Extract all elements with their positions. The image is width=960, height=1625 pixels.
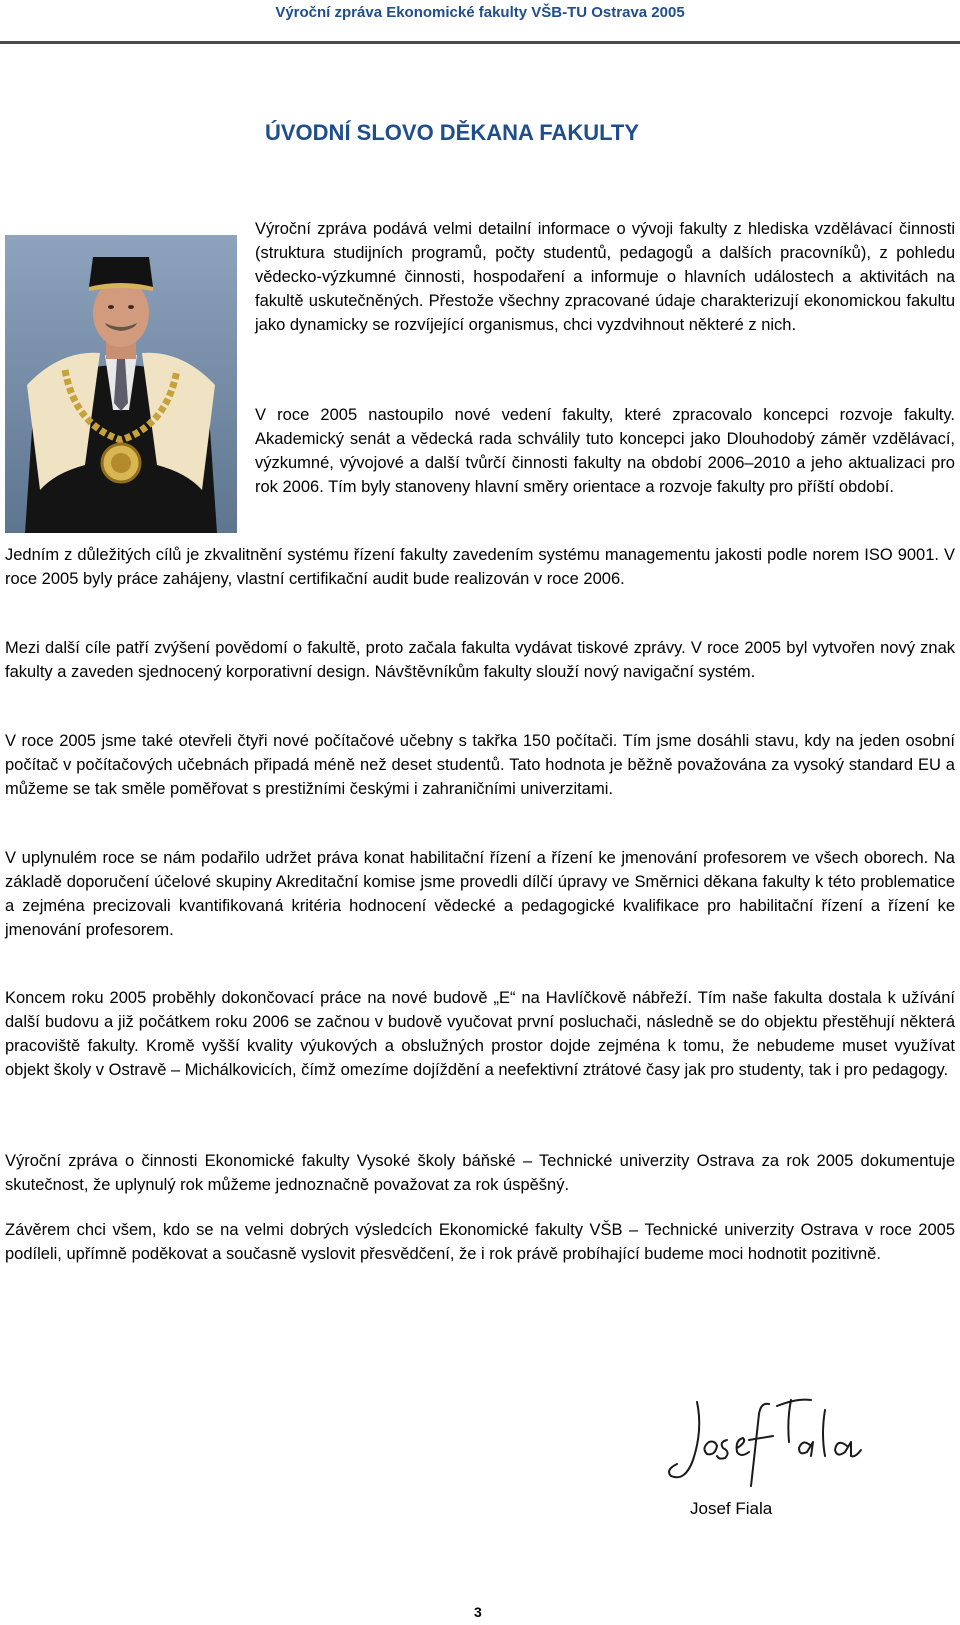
habilitation-paragraph: V uplynulém roce se nám podařilo udržet práva konat habilitační řízení a řízení ke jmenování profesorem ve všech oborech. Na základě doporučení účelové skupiny Akreditační komise jsme provedli dílčí úpravy ve Směrnici děkana fakulty k této problematice a zejména precizovali kvantifikovaná kritéria hodnocení vědecké a pedagogické kvalifikace pro habilitační řízení a řízení ke jmenování profesorem. xyxy=(5,849,955,939)
running-header xyxy=(0,0,960,44)
handwritten-signature xyxy=(665,1390,875,1490)
quality-paragraph: Jedním z důležitých cílů je zkvalitnění systému řízení fakulty zavedením systému managementu jakosti podle norem ISO 9001. V roce 2005 byly práce zahájeny, vlastní certifikační audit bude realizován v roce 2006. xyxy=(5,546,955,588)
header-text: Výroční zpráva Ekonomické fakulty VŠB-TU Ostrava 2005 xyxy=(275,4,685,21)
computer-labs-paragraph: V roce 2005 jsme také otevřeli čtyři nové počítačové učebny s takřka 150 počítači. Tím jsme dosáhli stavu, kdy na jeden osobní počítač v počítačových učebnách připadá méně než deset studentů. Tato hodnota je běžně považována za vysoký standard EU a můžeme se tak směle poměřovat s prestižními českými i zahraničními univerzitami. xyxy=(5,732,955,798)
page-number: 3 xyxy=(474,1604,482,1620)
signer-name: Josef Fiala xyxy=(690,1499,773,1518)
closing-paragraph: Závěrem chci všem, kdo se na velmi dobrých výsledcích Ekonomické fakulty VŠB – Technické univerzity Ostrava v roce 2005 podíleli, upřímně poděkovat a současně vyslovit přesvědčení, že i rok právě probíhající budeme moci hodnotit pozitivně. xyxy=(5,1221,955,1263)
dean-portrait-photo xyxy=(5,235,237,533)
page-title: ÚVODNÍ SLOVO DĚKANA FAKULTY xyxy=(265,120,640,145)
awareness-paragraph: Mezi další cíle patří zvýšení povědomí o fakultě, proto začala fakulta vydávat tiskové zprávy. V roce 2005 byl vytvořen nový znak fakulty a zaveden sjednocený korporativní design. Návštěvníkům fakulty slouží nový navigační systém. xyxy=(5,639,955,681)
summary-paragraph: Výroční zpráva o činnosti Ekonomické fakulty Vysoké školy báňské – Technické univerzity Ostrava za rok 2005 dokumentuje skutečnost, že uplynulý rok můžeme jednoznačně považovat za rok úspěšný. xyxy=(5,1152,955,1194)
intro-paragraph: Výroční zpráva podává velmi detailní informace o vývoji fakulty z hlediska vzdělávací činnosti (struktura studijních programů, počty studentů, pedagogů a dalších pracovníků), z pohledu vědecko-výzkumné činnosti, hospodaření a informuje o hlavních událostech a aktivitách na fakultě uskutečněných. Přestože všechny zpracované údaje charakterizují ekonomickou fakultu jako dynamicky se rozvíjející organismus, chci vyzdvihnout některé z nich. xyxy=(255,220,955,334)
leadership-paragraph: V roce 2005 nastoupilo nové vedení fakulty, které zpracovalo koncepci rozvoje fakulty. Akademický senát a vědecká rada schválily tuto koncepci jako Dlouhodobý záměr vzdělávací, výzkumné, vývojové a další tvůrčí činnosti fakulty na období 2006–2010 a jeho aktualizaci pro rok 2006. Tím byly stanoveny hlavní směry orientace a rozvoje fakulty pro příští období. xyxy=(255,406,955,496)
building-paragraph: Koncem roku 2005 proběhly dokončovací práce na nové budově „E“ na Havlíčkově nábřeží. Tím naše fakulta dostala k užívání další budovu a již počátkem roku 2006 se začnou v budově vyučovat první posluchači, následně se do objektu přestěhují některá pracoviště fakulty. Kromě vyšší kvality výukových a obslužných prostor dojde zejména k tomu, že nebudeme muset využívat objekt školy v Ostravě – Michálkovicích, čímž omezíme dojíždění a neefektivní ztrátové časy jak pro studenty, tak i pro pedagogy. xyxy=(5,989,955,1079)
